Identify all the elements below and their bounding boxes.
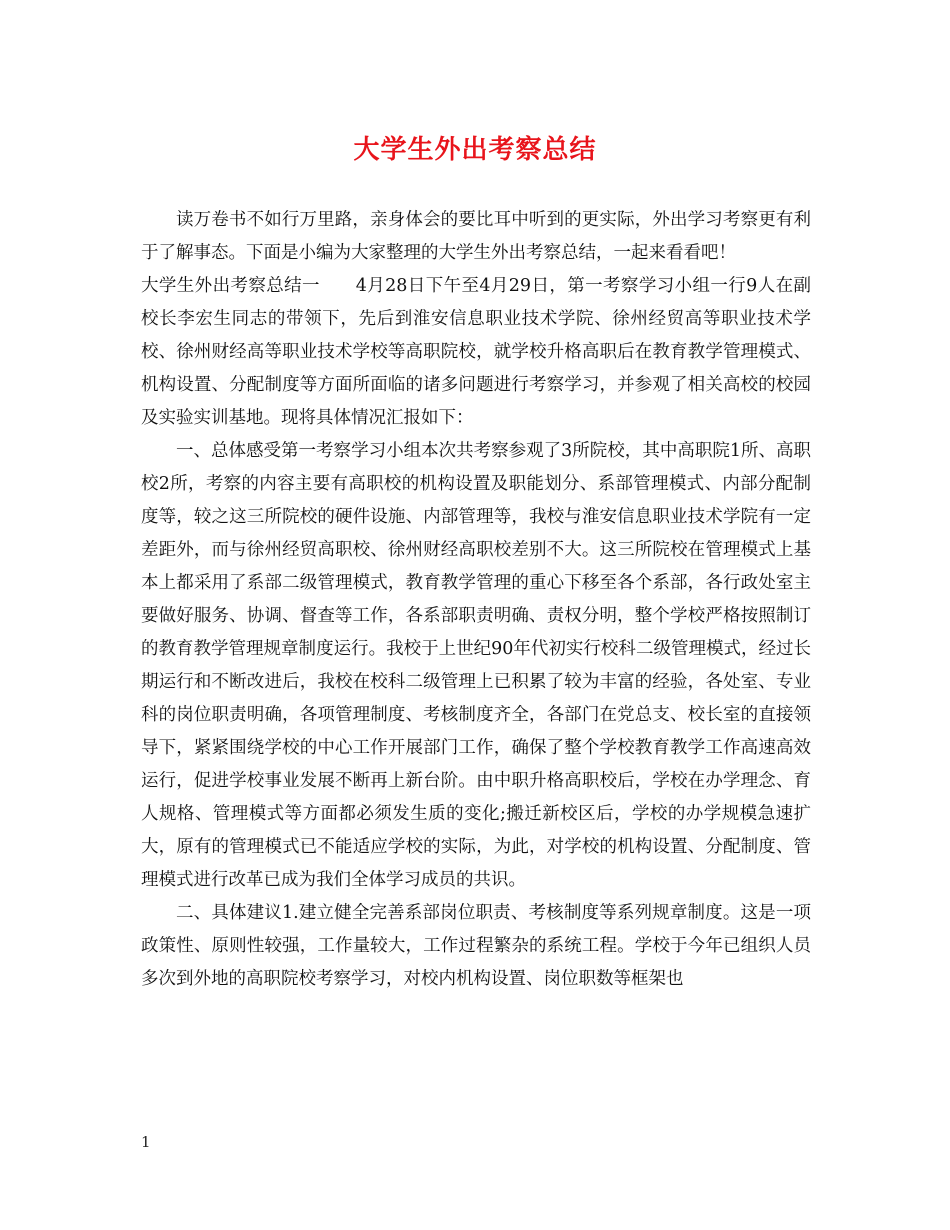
document-body [141,204,811,996]
paragraph-specific-suggestions: 二、具体建议1.建立健全完善系部岗位职责、考核制度等系列规章制度。这是一项政策性、原则性较强，工作量较大，工作过程繁杂的系统工程。学校于今年已组织人员多次到外地的高职院校考察学习，对校内机构设置、岗位职数等框架也 [141,903,811,989]
paragraph-intro: 读万卷书不如行万里路，亲身体会的要比耳中听到的更实际，外出学习考察更有利于了解事态。下面是小编为大家整理的大学生外出考察总结，一起来看看吧！ [141,210,811,263]
page-number: 1 [141,1133,151,1151]
paragraph-summary-one: 大学生外出考察总结一 4月28日下午至4月29日，第一考察学习小组一行9人在副校长李宏生同志的带领下，先后到淮安信息职业技术学院、徐州经贸高等职业技术学校、徐州财经高等职业技术学校等高职院校，就学校升格高职后在教育教学管理模式、机构设置、分配制度等方面所面临的诸多问题进行考察学习，并参观了相关高校的校园及实验实训基地。现将具体情况汇报如下： [141,276,811,428]
paragraph-overall-impression: 一、总体感受第一考察学习小组本次共考察参观了3所院校，其中高职院1所、高职校2所，考察的内容主要有高职校的机构设置及职能划分、系部管理模式、内部分配制度等，较之这三所院校的硬件设施、内部管理等，我校与淮安信息职业技术学院有一定差距外，而与徐州经贸高职校、徐州财经高职校差别不大。这三所院校在管理模式上基本上都采用了系部二级管理模式，教育教学管理的重心下移至各个系部，各行政处室主要做好服务、协调、督查等工作，各系部职责明确、责权分明，整个学校严格按照制订的教育教学管理规章制度运行。我校于上世纪90年代初实行校科二级管理模式，经过长期运行和不断改进后，我校在校科二级管理上已积累了较为丰富的经验，各处室、专业科的岗位职责明确，各项管理制度、考核制度齐全，各部门在党总支、校长室的直接领导下，紧紧围绕学校的中心工作开展部门工作，确保了整个学校教育教学工作高速高效运行，促进学校事业发展不断再上新台阶。由中职升格高职校后，学校在办学理念、育人规格、管理模式等方面都必须发生质的变化;搬迁新校区后，学校的办学规模急速扩大，原有的管理模式已不能适应学校的实际，为此，对学校的机构设置、分配制度、管理模式进行改革已成为我们全体学习成员的共识。 [141,441,811,890]
document-title: 大学生外出考察总结 [353,135,597,165]
